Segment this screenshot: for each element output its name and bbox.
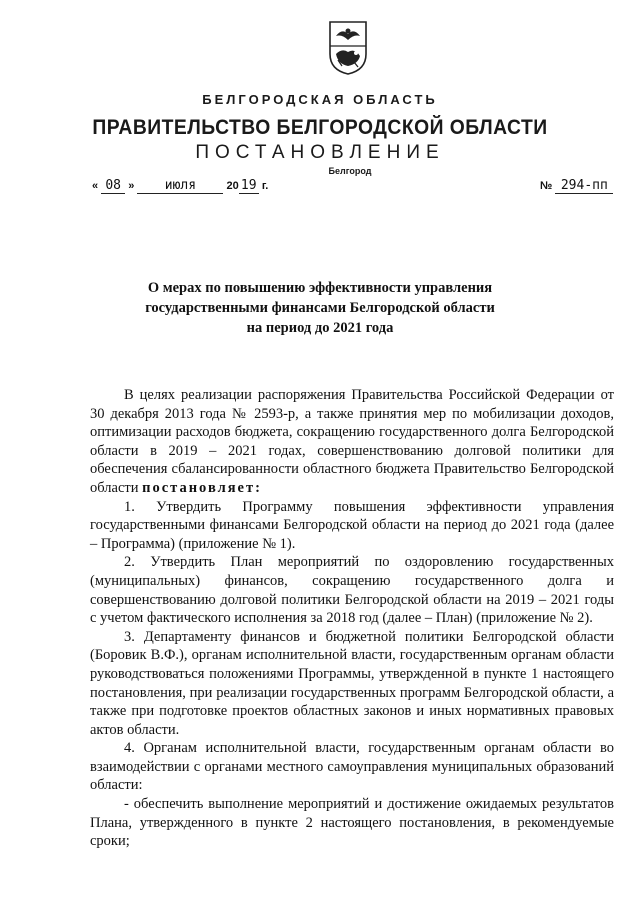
preamble-paragraph: [90, 386, 614, 498]
region-name: БЕЛГОРОДСКАЯ ОБЛАСТЬ: [202, 92, 438, 107]
resolution-keyword: постановляет:: [142, 479, 262, 496]
preamble-text: В целях реализации распоряжения Правительства Российской Федерации от 30 декабря 2013 года № 2593-р, а также принятия мер по мобилизации доходов, оптимизации расходов бюджета, сокращению государственного долга Белгородской области в 2019 – 2021 годах, совершенствованию долговой политики для обеспечения сбалансированности областного бюджета Правительство Белгородской области: [90, 387, 614, 496]
date-year-mark: г.: [261, 180, 269, 192]
title-line: О мерах по повышению эффективности управления: [147, 280, 493, 296]
number-value: 294-пп: [555, 178, 613, 194]
date-day: 08: [101, 178, 125, 194]
paragraph-item-2: 2. Утвердить План мероприятий по оздоровлению государственных (муниципальных) финансов, сокращению государственного долга и совершенствованию долговой политики Белгородской области на 2019 – 2021 годы с учетом фактического исполнения за 2018 год (далее – План) (приложение № 2).: [90, 554, 614, 627]
government-name: ПРАВИТЕЛЬСТВО БЕЛГОРОДСКОЙ ОБЛАСТИ: [92, 116, 548, 139]
title-line: государственными финансами Белгородской области: [145, 300, 495, 316]
paragraph-item-3: 3. Департаменту финансов и бюджетной политики Белгородской области (Боровик В.Ф.), органам исполнительной власти, государственным органам области руководствоваться положениями Программы, утвержденной в пункте 1 настоящего постановления, при реализации государственных программ Белгородской области, а также при подготовке проектов областных законов и иных нормативных правовых актов области.: [90, 628, 614, 738]
paragraph-item-4: 4. Органам исполнительной власти, государственным органам области во взаимодействии с органами местного самоуправления муниципальных образований области:: [90, 740, 614, 794]
date-year-prefix: 20: [226, 180, 239, 192]
document-date: [92, 178, 268, 194]
date-month: июля: [137, 178, 223, 194]
number-sign: №: [540, 180, 553, 192]
date-close-quote: »: [128, 180, 135, 192]
city-name: Белгород: [328, 166, 372, 176]
belgorod-coat-of-arms-icon: [328, 20, 368, 76]
paragraph-item-1: 1. Утвердить Программу повышения эффективности управления государственными финансами Белгородской области на период до 2021 года (далее – Программа) (приложение № 1).: [90, 498, 614, 552]
document-body: [90, 386, 614, 851]
date-open-quote: «: [92, 180, 99, 192]
document-number: [540, 178, 613, 194]
paragraph-item-4-subitem: - обеспечить выполнение мероприятий и достижение ожидаемых результатов Плана, утвержденного в пункте 2 настоящего постановления, в рекомендуемые сроки;: [90, 796, 614, 850]
date-year-suffix: 19: [239, 178, 259, 194]
document-title: [0, 278, 640, 338]
title-line: на период до 2021 года: [246, 320, 394, 336]
document-type: ПОСТАНОВЛЕНИЕ: [195, 142, 445, 163]
